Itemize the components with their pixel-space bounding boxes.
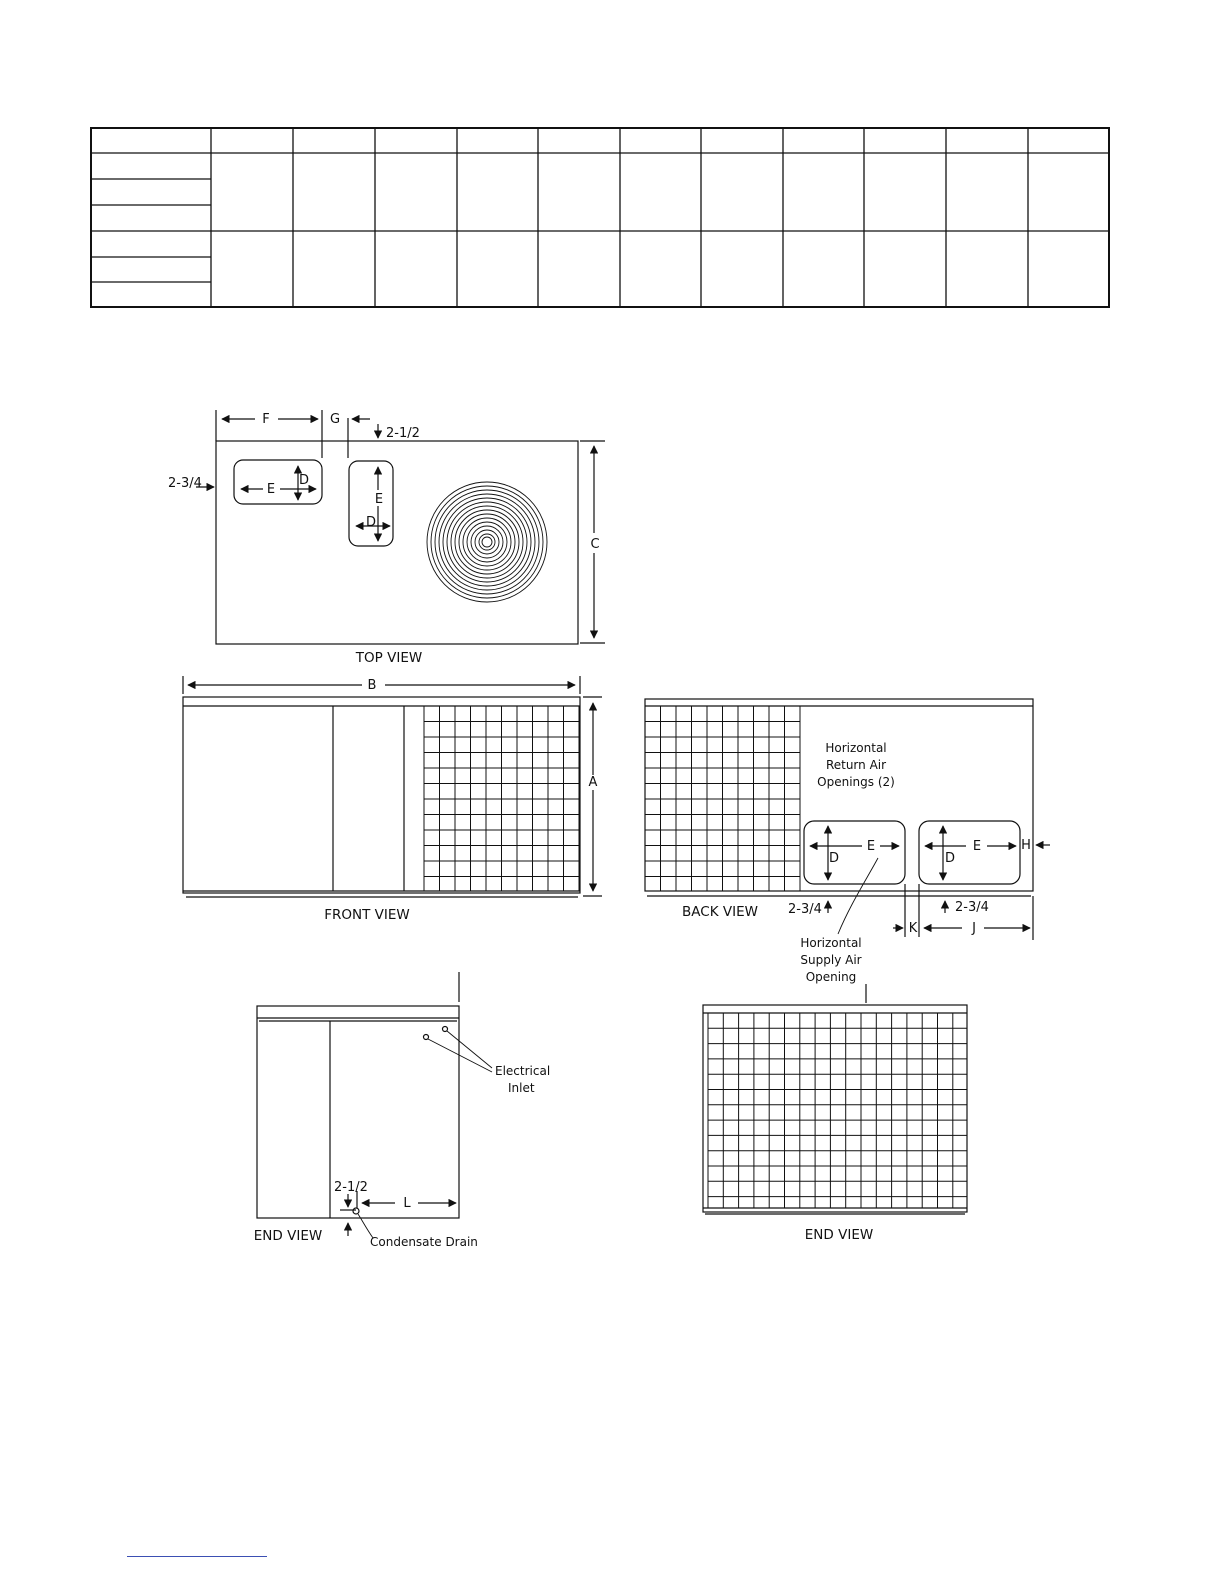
label-g: G	[329, 412, 341, 427]
back-view-title: BACK VIEW	[682, 904, 758, 920]
label-d-back-right: D	[944, 851, 956, 866]
return-note-line-1: Horizontal	[825, 741, 887, 755]
label-top-2-1-2: 2-1/2	[386, 426, 420, 441]
label-k: K	[908, 921, 918, 936]
front-view	[183, 676, 602, 897]
front-coil-grid	[424, 706, 580, 891]
end-view-right	[703, 984, 967, 1214]
footer-rule	[127, 1556, 267, 1557]
electrical-inlet-2	[424, 1035, 429, 1040]
label-d-top-left: D	[298, 473, 310, 488]
top-return-opening	[349, 461, 393, 546]
return-note-line-2: Return Air	[825, 758, 887, 772]
return-note-line-3: Openings (2)	[817, 775, 895, 789]
supply-note-line-2: Supply Air	[800, 953, 862, 967]
label-back-2-3-4-left: 2-3/4	[788, 902, 822, 917]
supply-note-line-1: Horizontal	[800, 936, 862, 950]
fan-grille	[427, 482, 547, 602]
supply-note-line-3: Opening	[805, 970, 857, 984]
label-d-top-right: D	[365, 515, 377, 530]
label-l: L	[403, 1196, 411, 1211]
back-return-opening	[919, 821, 1020, 884]
condensate-note: Condensate Drain	[370, 1235, 478, 1249]
label-a: A	[588, 775, 598, 790]
top-view-outline	[216, 441, 578, 644]
back-view-labels	[682, 741, 1031, 984]
back-coil-grid	[645, 706, 800, 891]
label-b: B	[367, 678, 377, 693]
label-h: H	[1021, 838, 1031, 853]
top-view-title: TOP VIEW	[355, 650, 423, 666]
label-e-top-right: E	[374, 492, 384, 507]
label-j: J	[972, 921, 976, 936]
label-d-back-left: D	[828, 851, 840, 866]
label-top-2-3-4: 2-3/4	[168, 476, 202, 491]
label-end-2-1-2: 2-1/2	[334, 1180, 368, 1195]
label-e-back-left: E	[866, 839, 876, 854]
label-e-top-left: E	[266, 482, 276, 497]
front-view-title: FRONT VIEW	[324, 907, 410, 923]
end-view-left-title: END VIEW	[253, 1228, 323, 1244]
label-back-2-3-4-right: 2-3/4	[955, 900, 989, 915]
top-view	[196, 410, 605, 644]
electrical-inlet-1	[443, 1027, 448, 1032]
front-view-labels	[324, 678, 597, 923]
label-c: C	[590, 537, 600, 552]
back-supply-opening	[804, 821, 905, 884]
end-view-right-title: END VIEW	[804, 1227, 874, 1243]
end-coil-grid	[708, 1013, 967, 1208]
front-view-outline	[183, 697, 580, 893]
end-view-left	[257, 972, 492, 1238]
condensate-drain	[353, 1208, 359, 1214]
label-e-back-right: E	[972, 839, 982, 854]
end-view-left-labels	[254, 1064, 550, 1249]
label-f: F	[262, 412, 270, 427]
electrical-note-line-1: Electrical	[495, 1064, 551, 1078]
end-view-right-labels	[805, 1227, 873, 1243]
electrical-note-line-2: Inlet	[508, 1081, 535, 1095]
